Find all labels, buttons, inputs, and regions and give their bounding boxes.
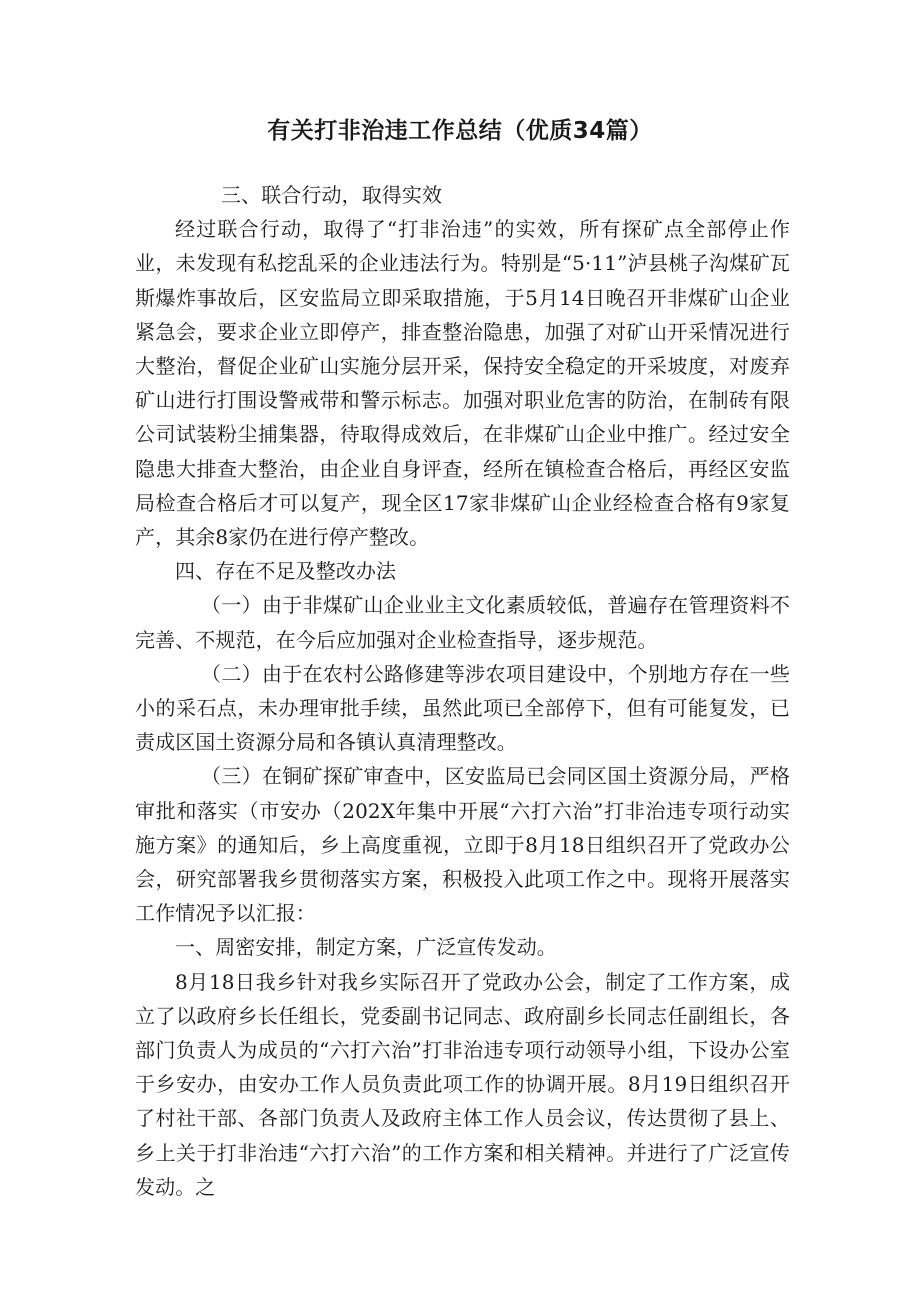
section-heading-joint-action: 三、联合行动，取得实效	[221, 183, 443, 207]
document-body	[135, 178, 790, 1204]
paragraph-item-1: （一）由于非煤矿山企业业主文化素质较低，普遍存在管理资料不完善、不规范，在今后应加强对企业检查指导，逐步规范。	[135, 593, 790, 652]
paragraph-item-2: （二）由于在农村公路修建等涉农项目建设中，个别地方存在一些小的采石点，未办理审批手续，虽然此项已全部停下，但有可能复发，已责成区国土资源分局和各镇认真清理整改。	[135, 661, 790, 755]
section-heading-shortcomings: 四、存在不足及整改办法	[175, 559, 397, 584]
document-title: 有关打非治违工作总结（优质34篇）	[267, 118, 653, 144]
section-heading-arrangement: 一、周密安排，制定方案，广泛宣传发动。	[175, 935, 557, 960]
paragraph: 8月18日我乡针对我乡实际召开了党政办公会，制定了工作方案，成立了以政府乡长任组长，党委副书记同志、政府副乡长同志任副组长，各部门负责人为成员的“六打六治”打非治违专项行动领导小组，下设办公室于乡安办，由安办工作人员负责此项工作的协调开展。8月19日组织召开了村社干部、各部门负责人及政府主体工作人员会议，传达贯彻了县上、乡上关于打非治违“六打六治”的工作方案和相关精神。并进行了广泛宣传发动。之	[135, 969, 790, 1199]
paragraph: 经过联合行动，取得了“打非治违”的实效，所有探矿点全部停止作业，未发现有私挖乱采的企业违法行为。特别是“5·11”泸县桃子沟煤矿瓦斯爆炸事故后，区安监局立即采取措施，于5月14日晚召开非煤矿山企业紧急会，要求企业立即停产，排查整治隐患，加强了对矿山开采情况进行大整治，督促企业矿山实施分层开采，保持安全稳定的开采坡度，对废弃矿山进行打围设警戒带和警示标志。加强对职业危害的防治，在制砖有限公司试装粉尘捕集器，待取得成效后，在非煤矿山企业中推广。经过安全隐患大排查大整治，由企业自身评查，经所在镇检查合格后，再经区安监局检查合格后才可以复产，现全区17家非煤矿山企业经检查合格有9家复产，其余8家仍在进行停产整改。	[135, 217, 790, 550]
paragraph-item-3: （三）在铜矿探矿审查中，区安监局已会同区国土资源分局，严格审批和落实（市安办（202X年集中开展“六打六治”打非治违专项行动实施方案》的通知后，乡上高度重视，立即于8月18日组织召开了党政办公会，研究部署我乡贯彻落实方案，积极投入此项工作之中。现将开展落实工作情况予以汇报：	[135, 764, 790, 926]
